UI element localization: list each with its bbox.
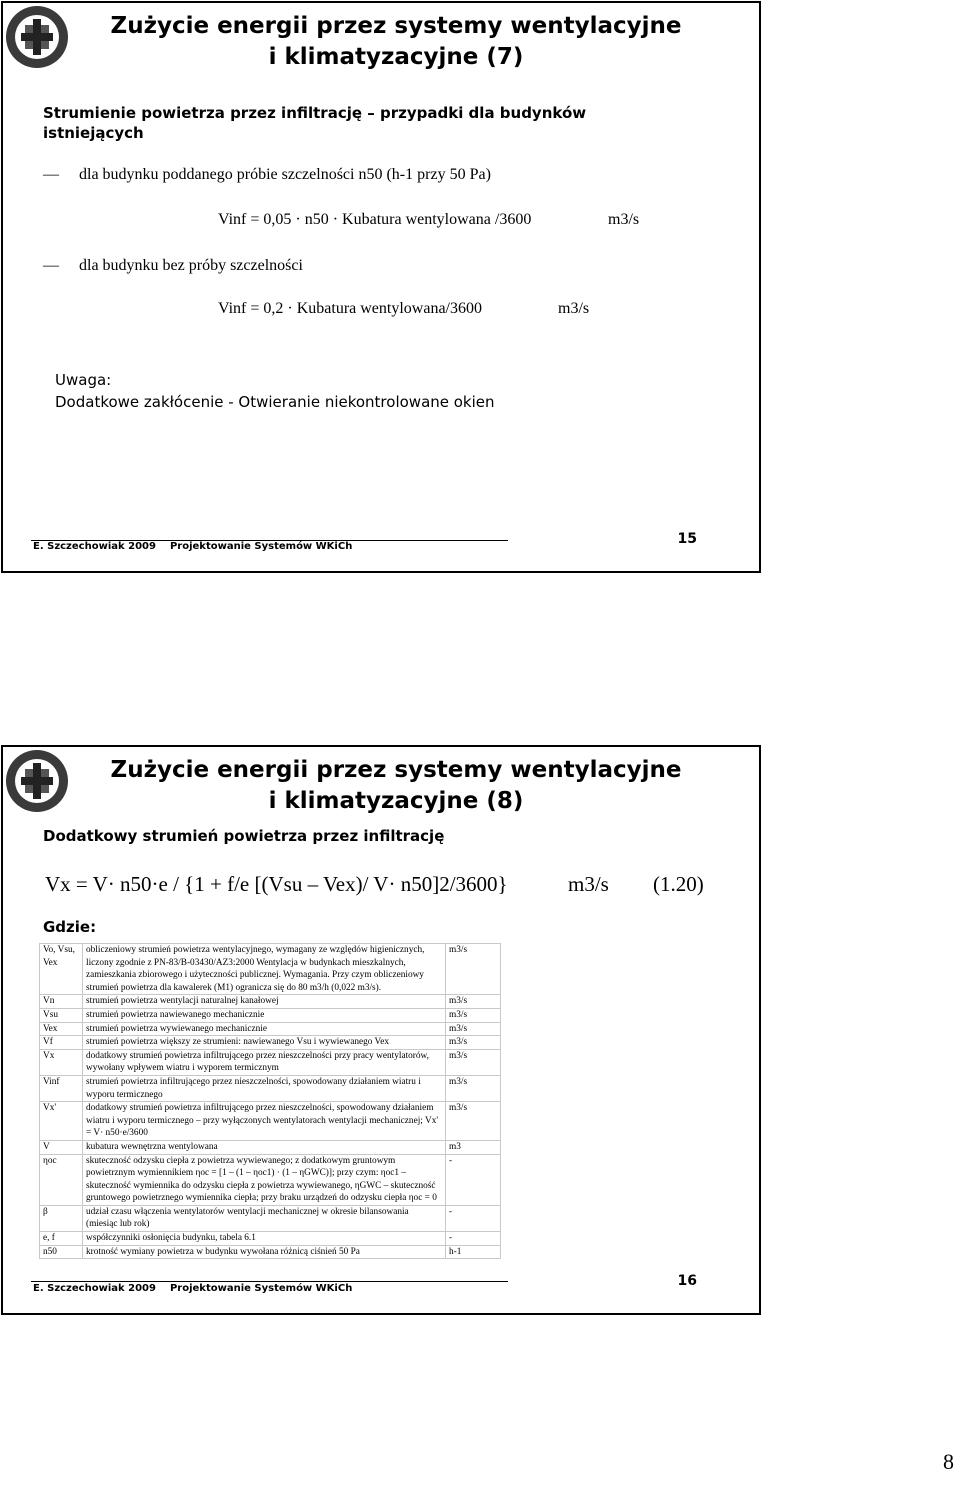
table-row [40,1102,501,1141]
document-page-number: 8 [943,1449,954,1474]
footer-author: E. Szczechowiak 2009 [33,1283,156,1294]
table-row [40,1154,501,1205]
subtitle-line-2: istniejących [43,124,144,142]
slide-page-number: 16 [677,1273,697,1289]
table-cell-description: strumień powietrza większy ze strumieni: nawiewanego Vsu i wywiewanego Vex [83,1036,446,1050]
slide-15 [1,1,761,573]
table-cell-description: strumień powietrza infiltrującego przez nieszczelności, spowodowany działaniem wiatru i wyporu termicznego [83,1075,446,1101]
table-cell-symbol: Vsu [40,1008,83,1022]
case1-formula: Vinf = 0,05 · n50 · Kubatura wentylowana /3600 [218,211,532,228]
table-cell-unit: m3/s [446,1049,501,1075]
table-cell-description: udział czasu włączenia wentylatorów wentylacji mechanicznej w okresie bilansowania (miesiąc lub rok) [83,1205,446,1231]
table-cell-symbol: Vex [40,1022,83,1036]
table-cell-unit: - [446,1154,501,1205]
footer-course: Projektowanie Systemów WKiCh [169,1283,353,1294]
table-row [40,1205,501,1231]
table-cell-symbol: Vn [40,995,83,1009]
table-cell-symbol: e, f [40,1232,83,1246]
table-cell-unit: m3 [446,1140,501,1154]
case1-dash: — [43,166,59,183]
footer-author: E. Szczechowiak 2009 [33,541,156,552]
case2-formula: Vinf = 0,2 · Kubatura wentylowana/3600 [218,300,482,317]
table-cell-description: współczynniki osłonięcia budynku, tabela 6.1 [83,1232,446,1246]
table-row [40,1049,501,1075]
table-row [40,1140,501,1154]
table-cell-description: strumień powietrza nawiewanego mechanicznie [83,1008,446,1022]
table-cell-description: obliczeniowy strumień powietrza wentylacyjnego, wymagany ze względów higienicznych, liczony zgodnie z PN-83/B-03430/AZ3:2000 Wentylacja w budynkach mieszkalnych, zamieszkania zbiorowego i użyteczności publicznej. Wymagania. Przy czym obliczeniowy strumień powietrza dla kawalerek (M1) ograniczа się do 80 m3/h (0,022 m3/s). [83,944,446,995]
table-cell-unit: - [446,1232,501,1246]
table-cell-description: dodatkowy strumień powietrza infiltrującego przez nieszczelności, spowodowany działaniem wiatru i wyporu termicznego – przy wyłączonych wentylatorach wentylacji mechanicznej; Vx' = V· n50·e/3600 [83,1102,446,1141]
table-cell-unit: m3/s [446,1022,501,1036]
formula-number: (1.20) [653,872,704,896]
symbols-table [39,943,501,1259]
case2-unit: m3/s [558,300,590,317]
main-formula: Vx = V· n50·e / {1 + f/e [(Vsu – Vex)/ V· n50]2/3600} [45,872,508,896]
footer [33,1283,352,1294]
case1-unit: m3/s [608,211,640,228]
table-row [40,944,501,995]
table-cell-symbol: Vx [40,1049,83,1075]
table-cell-description: kubatura wewnętrzna wentylowana [83,1140,446,1154]
note-text: Dodatkowe zakłócenie - Otwieranie niekontrolowane okien [55,393,495,411]
subtitle-line-1: Strumienie powietrza przez infiltrację – przypadki dla budynków [43,104,587,122]
table-cell-unit: m3/s [446,1075,501,1101]
title-line-2: i klimatyzacyjne (8) [268,788,524,814]
case2-dash: — [43,257,59,274]
university-seal-icon [5,749,69,813]
slide-page-number: 15 [677,531,697,547]
formula-unit: m3/s [568,872,609,896]
university-seal-icon [5,5,69,69]
table-cell-symbol: ηoc [40,1154,83,1205]
table-row [40,1008,501,1022]
footer [33,541,352,552]
table-cell-symbol: Vo, Vsu, Vex [40,944,83,995]
footer-divider [31,1281,508,1282]
table-cell-unit: m3/s [446,995,501,1009]
table-cell-unit: - [446,1205,501,1231]
table-cell-symbol: Vx' [40,1102,83,1141]
table-cell-unit: h-1 [446,1245,501,1259]
table-cell-symbol: β [40,1205,83,1231]
table-row [40,1036,501,1050]
table-cell-symbol: n50 [40,1245,83,1259]
table-cell-unit: m3/s [446,1102,501,1141]
table-cell-description: skuteczność odzysku ciepła z powietrza wywiewanego; z dodatkowym gruntowym powietrznym wymiennikiem ηoc = [1 – (1 – ηoc1) · (1 – ηGWC)]; przy czym: ηoc1 – skuteczność wymiennika do odzysku ciepła z powietrza wywiewanego, ηGWC – skuteczność gruntowego powietrznego wymiennika ciepła; przy braku urządzeń do odzysku ciepła ηoc = 0 [83,1154,446,1205]
table-cell-description: dodatkowy strumień powietrza infiltrującego przez nieszczelności przy pracy wentylatorów, wywołany wpływem wiatru i wyporem termicznym [83,1049,446,1075]
table-cell-unit: m3/s [446,1008,501,1022]
table-cell-symbol: Vinf [40,1075,83,1101]
table-cell-symbol: V [40,1140,83,1154]
table-row [40,1245,501,1259]
table-row [40,1075,501,1101]
note [55,369,495,413]
title-line-1: Zużycie energii przez systemy wentylacyjne [110,757,682,783]
table-row [40,1022,501,1036]
table-cell-symbol: Vf [40,1036,83,1050]
title-line-1: Zużycie energii przez systemy wentylacyjne [110,13,682,39]
table-cell-unit: m3/s [446,1036,501,1050]
slide-16 [1,745,761,1315]
footer-course: Projektowanie Systemów WKiCh [169,541,353,552]
slide-title [73,755,719,817]
note-heading: Uwaga: [55,371,112,389]
case2-label: dla budynku bez próby szczelności [79,257,303,274]
table-row [40,995,501,1009]
title-line-2: i klimatyzacyjne (7) [268,44,524,70]
slide-title [73,11,719,73]
subtitle: Dodatkowy strumień powietrza przez infiltrację [43,827,445,845]
where-label: Gdzie: [43,918,97,936]
table-cell-description: strumień powietrza wywiewanego mechanicznie [83,1022,446,1036]
table-cell-description: krotność wymiany powietrza w budynku wywołana różnicą ciśnień 50 Pa [83,1245,446,1259]
case1-label: dla budynku poddanego próbie szczelności n50 (h-1 przy 50 Pa) [79,166,491,183]
subtitle [43,103,586,143]
table-row [40,1232,501,1246]
table-cell-description: strumień powietrza wentylacji naturalnej kanałowej [83,995,446,1009]
table-cell-unit: m3/s [446,944,501,995]
